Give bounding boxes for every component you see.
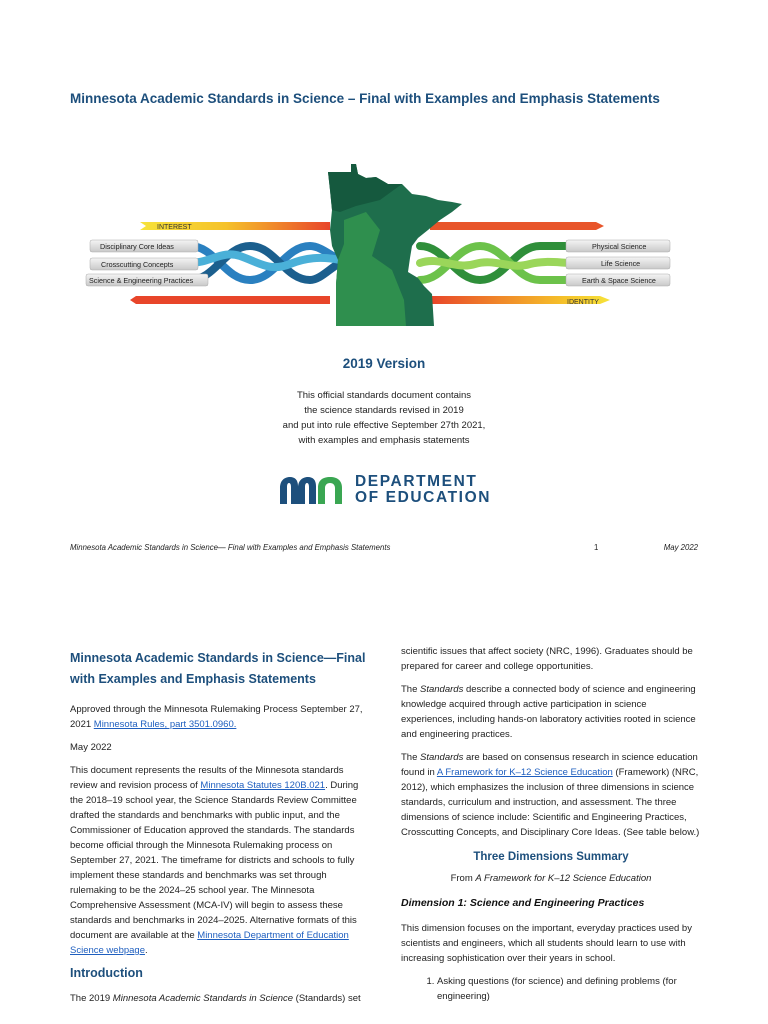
standards-text-em: Standards <box>420 684 464 695</box>
introduction-heading: Introduction <box>70 966 143 980</box>
list-item: 1. Asking questions (for science) and defining problems (for engineering) <box>437 974 701 1004</box>
left-braid <box>190 246 340 280</box>
label-physical-science: Physical Science <box>592 242 647 251</box>
standards-text-a: The <box>401 684 421 695</box>
dimension-1-text: This dimension focuses on the important, everyday practices used by scientists and engineers, which all students should learn to use with increasing sophistication over their years in school. <box>401 923 692 964</box>
minnesota-rules-link[interactable]: Minnesota Rules, part 3501.0960. <box>93 719 237 730</box>
right-braid <box>420 246 575 280</box>
right-labels <box>566 240 670 286</box>
society-paragraph: scientific issues that affect society (NRC, 1996). Graduates should be prepared for career and college opportunities. <box>401 646 693 672</box>
mde-science-webpage-link[interactable]: Minnesota Department of Education Science webpage <box>70 930 349 956</box>
standards-paragraph <box>401 682 701 742</box>
framework-text-em: Standards <box>420 752 464 763</box>
footer-title: Minnesota Academic Standards in Science— Final with Examples and Emphasis Statements <box>70 543 391 552</box>
intro-line: with examples and emphasis statements <box>298 435 470 446</box>
mn-logo-icon <box>278 474 350 506</box>
label-disciplinary-core-ideas: Disciplinary Core Ideas <box>100 242 174 251</box>
framework-text-c: (Framework) (NRC, 2012), which emphasizes the inclusion of three dimensions in science standards, curriculum and instruction, and assessment. The three dimensions of science include: Scientific and Engineering Practices, Crosscutting Concepts, and Disciplinary Core Ideas. (See table below.) <box>401 767 700 838</box>
intro-text-b: (Standards) set <box>293 993 361 1004</box>
footer-date: May 2022 <box>663 543 698 552</box>
footer-page-number: 1 <box>594 543 599 552</box>
identity-label: IDENTITY <box>567 299 599 306</box>
intro-line: This official standards document contains <box>296 390 472 401</box>
intro-text-em: Minnesota Academic Standards in Science <box>112 993 294 1004</box>
logo-line1: DEPARTMENT <box>355 473 478 490</box>
three-dimensions-heading: Three Dimensions Summary <box>473 851 629 863</box>
interest-label: INTEREST <box>157 224 192 231</box>
label-crosscutting-concepts: Crosscutting Concepts <box>101 260 174 269</box>
document-heading: Minnesota Academic Standards in Science—Final with Examples and Emphasis Statements <box>70 651 366 686</box>
interest-arrow-right <box>430 222 604 230</box>
introduction-paragraph <box>70 991 370 1006</box>
from-framework-line <box>401 871 701 886</box>
logo-line2: OF EDUCATION <box>355 489 492 506</box>
left-labels <box>86 240 208 286</box>
mde-logo <box>278 474 491 506</box>
identity-arrow-left <box>130 296 330 304</box>
label-earth-space-science: Earth & Space Science <box>582 276 656 285</box>
label-life-science: Life Science <box>601 259 641 268</box>
from-prefix: From <box>450 873 476 884</box>
logo-text <box>355 474 491 506</box>
overview-text-b: . During the 2018–19 school year, the Science Standards Review Committee drafted the standards and benchmarks with public input, and the Commissioner of Education approved the standards. The standards become official through the Minnesota Rulemaking process on September 27, 2021. The timeframe for districts and schools to fully implement these standards and benchmarks was set through rulemaking to be the 2024–25 school year. The Minnesota Comprehensive Assessment (MCA-IV) will begin to assess these standards and benchmarks in 2024–2025. Alternative formats of this document are available at the <box>70 780 359 941</box>
intro-text-a: The 2019 <box>70 993 113 1004</box>
date-paragraph: May 2022 <box>70 742 112 753</box>
intro-lines <box>0 388 768 448</box>
intro-line: the science standards revised in 2019 <box>304 405 464 416</box>
page-title: Minnesota Academic Standards in Science – Final with Examples and Emphasis Statements <box>70 91 660 106</box>
page-footer <box>70 543 698 555</box>
version-heading: 2019 Version <box>342 356 426 371</box>
framework-text-b: are based on consensus research in science education found in <box>401 752 698 778</box>
framework-link[interactable]: A Framework for K–12 Science Education <box>436 767 613 778</box>
overview-text-a: This document represents the results of the Minnesota standards review and revision process of <box>70 765 344 791</box>
approval-text: Approved through the Minnesota Rulemaking Process September 27, 2021 <box>70 704 363 730</box>
standards-braid-graphic <box>0 160 768 340</box>
dimension-1-heading: Dimension 1: Science and Engineering Practices <box>401 897 645 909</box>
framework-text-a: The <box>401 752 421 763</box>
left-column <box>70 648 370 1014</box>
overview-paragraph <box>70 763 370 958</box>
approval-paragraph <box>70 702 370 732</box>
minnesota-statutes-link[interactable]: Minnesota Statutes 120B.021 <box>200 780 326 791</box>
from-framework-title: A Framework for K–12 Science Education <box>475 873 652 884</box>
overview-text-c: . <box>145 945 148 956</box>
right-column <box>401 644 701 1004</box>
intro-line: and put into rule effective September 27th 2021, <box>282 420 486 431</box>
practices-list <box>401 974 701 1004</box>
framework-paragraph <box>401 750 701 840</box>
label-science-engineering-practices: Science & Engineering Practices <box>89 276 194 285</box>
standards-text-b: describe a connected body of science and engineering knowledge acquired through active participation in science experiences, including hands-on laboratory activities rooted in science and engineering practices. <box>401 684 696 740</box>
